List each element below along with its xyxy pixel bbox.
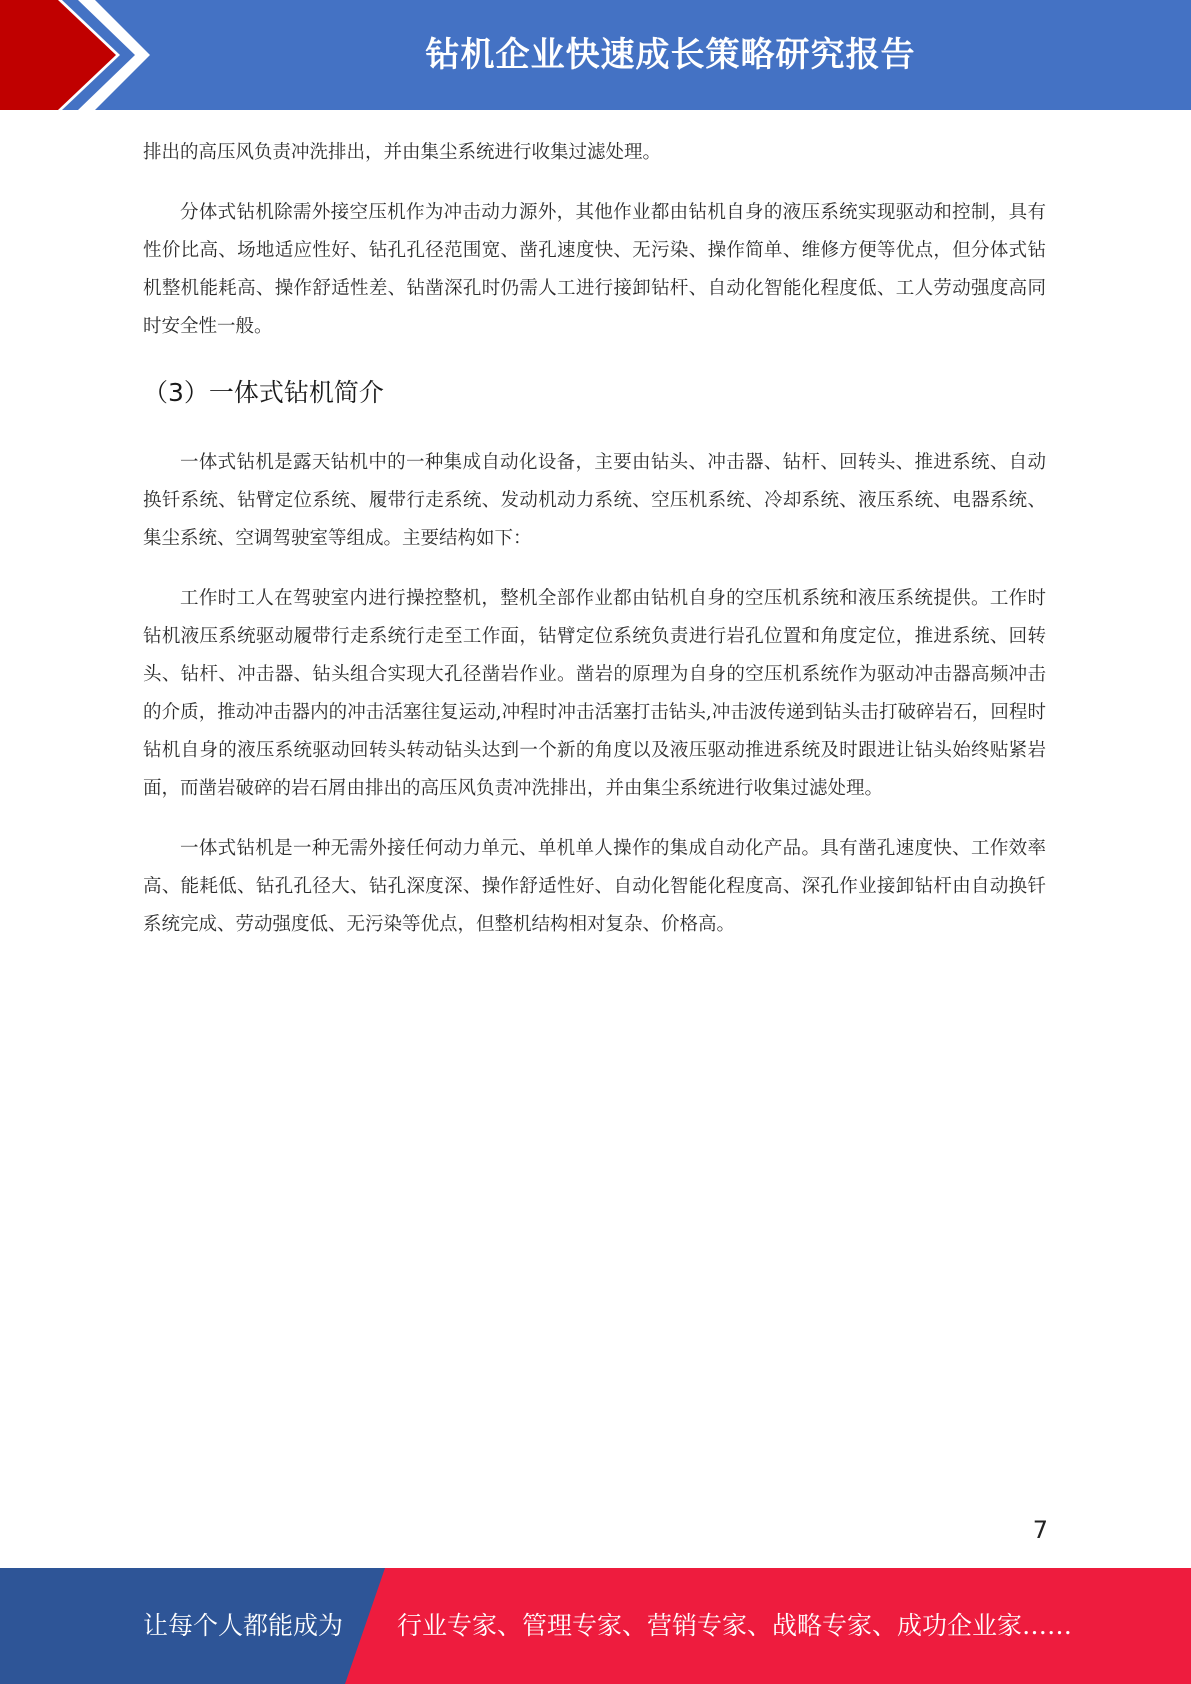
footer-slogan-left: 让每个人都能成为	[143, 1611, 344, 1640]
footer-banner	[0, 1568, 1191, 1684]
paragraph-working-principle: 工作时工人在驾驶室内进行操控整机，整机全部作业都由钻机自身的空压机系统和液压系统提供。工作时钻机液压系统驱动履带行走系统行走至工作面，钻臂定位系统负责进行岩孔位置和角度定位，推进系统、回转头、钻杆、冲击器、钻头组合实现大孔径凿岩作业。凿岩的原理为自身的空压机系统作为驱动冲击器高频冲击的介质，推动冲击器内的冲击活塞往复运动,冲程时冲击活塞打击钻头,冲击波传递到钻头击打破碎岩石，回程时钻机自身的液压系统驱动回转头转动钻头达到一个新的角度以及液压驱动推进系统及时跟进让钻头始终贴紧岩面，而凿岩破碎的岩石屑由排出的高压风负责冲洗排出，并由集尘系统进行收集过滤处理。	[143, 588, 1046, 799]
paragraph-advantages: 一体式钻机是一种无需外接任何动力单元、单机单人操作的集成自动化产品。具有凿孔速度快、工作效率高、能耗低、钻孔孔径大、钻孔深度深、操作舒适性好、自动化智能化程度高、深孔作业接卸钻杆由自动换钎系统完成、劳动强度低、无污染等优点，但整机结构相对复杂、价格高。	[143, 838, 1046, 935]
page-content	[143, 134, 1046, 966]
page-number: 7	[1032, 1516, 1048, 1544]
report-title: 钻机企业快速成长策略研究报告	[425, 35, 916, 75]
paragraph-integrated-drill-intro: 一体式钻机是露天钻机中的一种集成自动化设备，主要由钻头、冲击器、钻杆、回转头、推进系统、自动换钎系统、钻臂定位系统、履带行走系统、发动机动力系统、空压机系统、冷却系统、液压系统、电器系统、集尘系统、空调驾驶室等组成。主要结构如下：	[143, 452, 1046, 549]
header-arrow-decoration	[0, 0, 160, 110]
paragraph-split-drill: 分体式钻机除需外接空压机作为冲击动力源外，其他作业都由钻机自身的液压系统实现驱动和控制，具有性价比高、场地适应性好、钻孔孔径范围宽、凿孔速度快、无污染、操作简单、维修方便等优点，但分体式钻机整机能耗高、操作舒适性差、钻凿深孔时仍需人工进行接卸钻杆、自动化智能化程度低、工人劳动强度高同时安全性一般。	[143, 202, 1046, 337]
paragraph-continuation: 排出的高压风负责冲洗排出，并由集尘系统进行收集过滤处理。	[143, 142, 662, 163]
header-banner	[0, 0, 1191, 110]
section-heading: （3）一体式钻机简介	[143, 378, 384, 407]
footer-slogan-right: 行业专家、管理专家、营销专家、战略专家、成功企业家……	[397, 1611, 1073, 1640]
